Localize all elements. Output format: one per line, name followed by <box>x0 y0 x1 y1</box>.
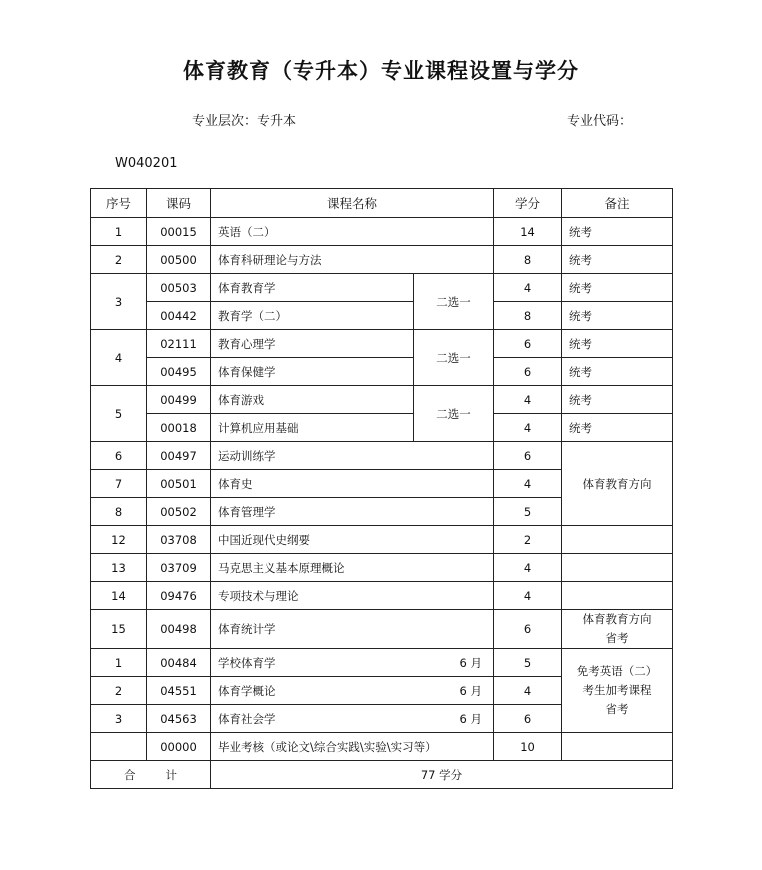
row-code: 00495 <box>147 358 211 386</box>
row-credits: 4 <box>494 554 562 582</box>
row-seq: 13 <box>91 554 147 582</box>
header-name: 课程名称 <box>211 189 494 218</box>
row-note: 统考 <box>562 358 673 386</box>
major-code-value: W040201 <box>115 156 178 171</box>
extra-exam-note <box>562 649 673 733</box>
row-seq: 7 <box>91 470 147 498</box>
major-level: 专业层次：专升本 <box>192 114 297 129</box>
row-code: 09476 <box>147 582 211 610</box>
row-code: 00503 <box>147 274 211 302</box>
note-line: 体育教育方向 <box>582 612 652 626</box>
row-credits: 6 <box>494 442 562 470</box>
row-credits: 5 <box>494 649 562 677</box>
row-code: 00497 <box>147 442 211 470</box>
row-code: 00015 <box>147 218 211 246</box>
course-name: 体育学概论 <box>218 683 276 698</box>
row-name: 体育教育学 <box>211 274 414 302</box>
row-credits: 6 <box>494 705 562 733</box>
table-row <box>91 246 673 274</box>
total-value: 77 学分 <box>211 761 673 789</box>
table-row <box>91 218 673 246</box>
row-name: 英语（二） <box>211 218 494 246</box>
row-code: 00501 <box>147 470 211 498</box>
row-name <box>211 677 494 705</box>
direction-exam-note <box>562 610 673 649</box>
page-title: 体育教育（专升本）专业课程设置与学分 <box>183 59 579 83</box>
table-row <box>91 414 673 442</box>
total-label-left: 合 <box>124 767 136 782</box>
row-seq: 2 <box>91 246 147 274</box>
row-name: 中国近现代史纲要 <box>211 526 494 554</box>
row-note: 统考 <box>562 414 673 442</box>
row-credits: 4 <box>494 582 562 610</box>
row-code: 02111 <box>147 330 211 358</box>
course-table <box>90 188 673 789</box>
row-note: 统考 <box>562 218 673 246</box>
row-credits: 2 <box>494 526 562 554</box>
row-credits: 6 <box>494 330 562 358</box>
row-name: 毕业考核（或论文\综合实践\实验\实习等） <box>211 733 494 761</box>
row-seq: 3 <box>91 274 147 330</box>
header-credits: 学分 <box>494 189 562 218</box>
row-name: 体育统计学 <box>211 610 494 649</box>
row-credits: 10 <box>494 733 562 761</box>
row-credits: 14 <box>494 218 562 246</box>
row-note <box>562 526 673 554</box>
row-credits: 4 <box>494 386 562 414</box>
row-name <box>211 649 494 677</box>
row-code: 04551 <box>147 677 211 705</box>
row-name: 计算机应用基础 <box>211 414 414 442</box>
note-line: 考生加考课程 <box>582 683 652 697</box>
header-note: 备注 <box>562 189 673 218</box>
row-note: 统考 <box>562 246 673 274</box>
row-code: 00500 <box>147 246 211 274</box>
row-code: 00000 <box>147 733 211 761</box>
row-note <box>562 554 673 582</box>
table-row <box>91 733 673 761</box>
row-code: 00502 <box>147 498 211 526</box>
table-row <box>91 358 673 386</box>
table-header-row <box>91 189 673 218</box>
choose-one-label: 二选一 <box>414 274 494 330</box>
header-code: 课码 <box>147 189 211 218</box>
row-credits: 4 <box>494 470 562 498</box>
row-credits: 6 <box>494 358 562 386</box>
row-credits: 4 <box>494 274 562 302</box>
table-row <box>91 302 673 330</box>
note-line: 免考英语（二） <box>576 664 658 678</box>
table-row <box>91 582 673 610</box>
row-seq <box>91 733 147 761</box>
row-code: 00499 <box>147 386 211 414</box>
row-code: 03708 <box>147 526 211 554</box>
row-name: 教育心理学 <box>211 330 414 358</box>
row-seq: 1 <box>91 649 147 677</box>
row-code: 00498 <box>147 610 211 649</box>
row-credits: 8 <box>494 302 562 330</box>
exam-month: 6 月 <box>459 711 483 726</box>
row-code: 04563 <box>147 705 211 733</box>
row-name: 体育史 <box>211 470 494 498</box>
table-row <box>91 442 673 470</box>
row-name: 教育学（二） <box>211 302 414 330</box>
total-row <box>91 761 673 789</box>
row-seq: 14 <box>91 582 147 610</box>
row-code: 00484 <box>147 649 211 677</box>
row-name: 体育管理学 <box>211 498 494 526</box>
table-row <box>91 554 673 582</box>
exam-month: 6 月 <box>459 655 483 670</box>
row-credits: 6 <box>494 610 562 649</box>
row-name: 体育科研理论与方法 <box>211 246 494 274</box>
row-code: 03709 <box>147 554 211 582</box>
row-note: 统考 <box>562 274 673 302</box>
table-row <box>91 526 673 554</box>
row-seq: 12 <box>91 526 147 554</box>
row-seq: 3 <box>91 705 147 733</box>
row-seq: 2 <box>91 677 147 705</box>
row-code: 00018 <box>147 414 211 442</box>
choose-one-label: 二选一 <box>414 386 494 442</box>
row-name: 运动训练学 <box>211 442 494 470</box>
row-note <box>562 733 673 761</box>
choose-one-label: 二选一 <box>414 330 494 386</box>
row-note: 统考 <box>562 302 673 330</box>
row-seq: 6 <box>91 442 147 470</box>
row-credits: 4 <box>494 414 562 442</box>
row-seq: 4 <box>91 330 147 386</box>
row-note: 统考 <box>562 330 673 358</box>
row-credits: 4 <box>494 677 562 705</box>
row-code: 00442 <box>147 302 211 330</box>
total-label <box>91 761 211 789</box>
direction-note: 体育教育方向 <box>562 442 673 526</box>
table-row <box>91 610 673 649</box>
row-name: 体育游戏 <box>211 386 414 414</box>
row-name: 马克思主义基本原理概论 <box>211 554 494 582</box>
table-row <box>91 330 673 358</box>
header-seq: 序号 <box>91 189 147 218</box>
total-label-right: 计 <box>165 767 177 782</box>
row-name: 体育保健学 <box>211 358 414 386</box>
row-seq: 5 <box>91 386 147 442</box>
row-seq: 1 <box>91 218 147 246</box>
course-name: 学校体育学 <box>218 655 276 670</box>
exam-month: 6 月 <box>459 683 483 698</box>
course-name: 体育社会学 <box>218 711 276 726</box>
row-note <box>562 582 673 610</box>
row-note: 统考 <box>562 386 673 414</box>
table-row <box>91 386 673 414</box>
row-name: 专项技术与理论 <box>211 582 494 610</box>
row-seq: 8 <box>91 498 147 526</box>
table-row <box>91 274 673 302</box>
row-name <box>211 705 494 733</box>
row-credits: 5 <box>494 498 562 526</box>
row-credits: 8 <box>494 246 562 274</box>
note-line: 省考 <box>605 702 629 716</box>
table-row <box>91 649 673 677</box>
major-code-label: 专业代码： <box>567 114 633 129</box>
row-seq: 15 <box>91 610 147 649</box>
note-line: 省考 <box>605 631 629 645</box>
